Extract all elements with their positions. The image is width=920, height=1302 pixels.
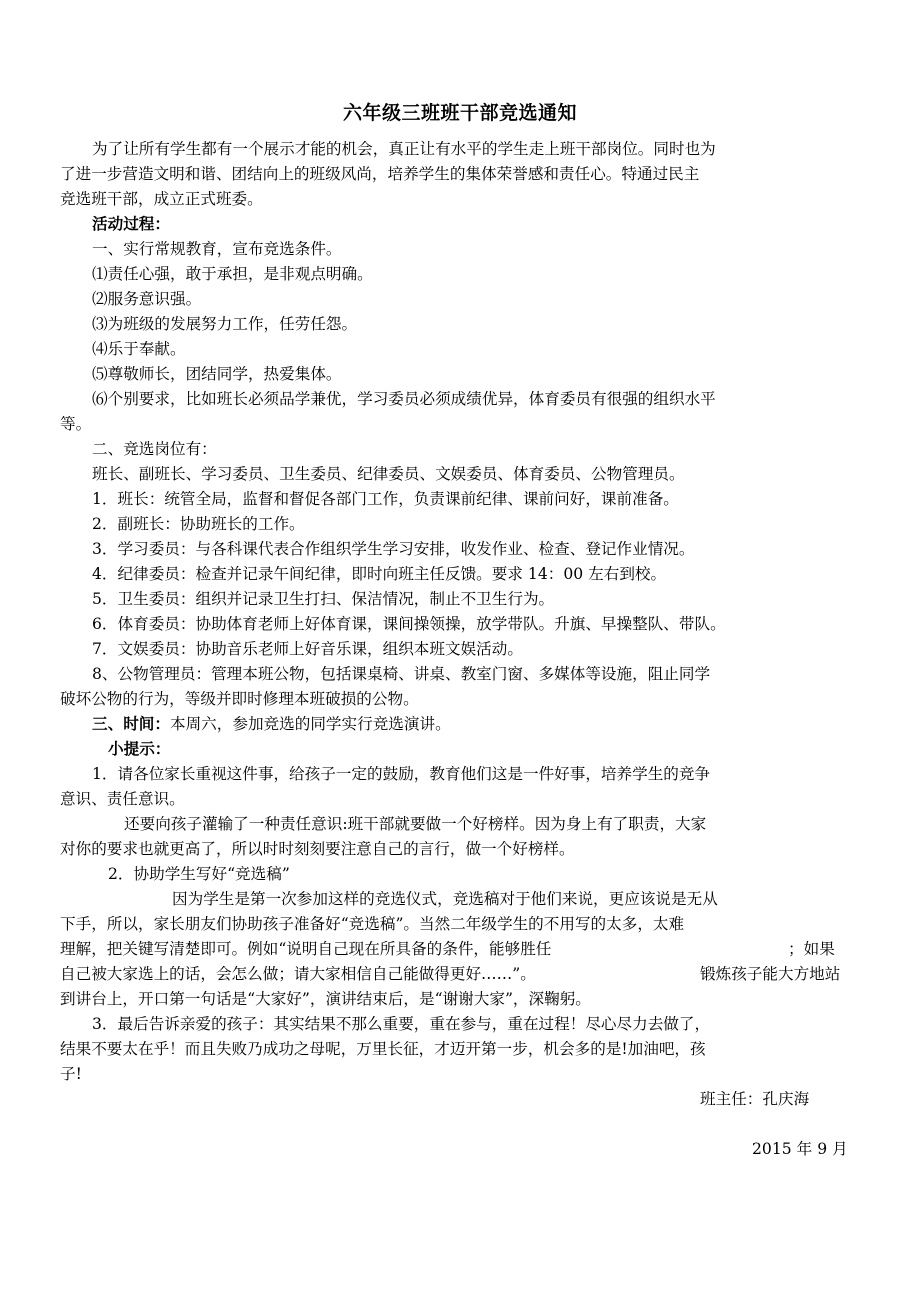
- tip-line: 还要向孩子灌输了一种责任意识:班干部就要做一个好榜样。因为身上有了职责，大家: [124, 815, 707, 833]
- section3-text: 本周六，参加竞选的同学实行竞选演讲。: [169, 715, 451, 733]
- tip-line: 子!: [60, 1065, 82, 1083]
- tip-line: 意识、责任意识。: [60, 790, 185, 808]
- position-item: 6．体育委员：协助体育老师上好体育课，课间操领操，放学带队。升旗、早操整队、带队。: [92, 615, 726, 633]
- tip-line: 下手，所以，家长朋友们协助孩子准备好“竞选稿”。当然二年级学生的不用写的太多，太难: [60, 915, 685, 933]
- tip-line: 2．协助学生写好“竞选稿”: [108, 865, 290, 883]
- date: 2015 年 9 月: [752, 1140, 848, 1158]
- tip-line: 理解，把关键写清楚即可。例如“说明自己现在所具备的条件，能够胜任: [60, 940, 552, 958]
- intro-line: 竞选班干部，成立正式班委。: [60, 190, 263, 208]
- tips-heading: 小提示：: [108, 739, 171, 758]
- tip-line: 到讲台上，开口第一句话是“大家好”，演讲结束后，是“谢谢大家”，深鞠躬。: [60, 990, 591, 1008]
- condition-item: ⑷乐于奉献。: [92, 340, 186, 358]
- condition-item: 等。: [60, 415, 92, 433]
- intro-line: 为了让所有学生都有一个展示才能的机会，真正让有水平的学生走上班干部岗位。同时也为: [92, 140, 716, 158]
- position-item: 8、公物管理员：管理本班公物，包括课桌椅、讲桌、教室门窗、多媒体等设施，阻止同学: [92, 665, 711, 683]
- tip-line: 因为学生是第一次参加这样的竞选仪式，竞选稿对于他们来说，更应该说是无从: [172, 890, 718, 908]
- position-item: 1．班长：统管全局，监督和督促各部门工作，负责课前纪律、课前问好，课前准备。: [92, 490, 679, 508]
- condition-item: ⑶为班级的发展努力工作，任劳任怨。: [92, 315, 358, 333]
- section3-heading: 三、时间：: [92, 714, 170, 733]
- condition-item: ⑸尊敬师长，团结同学，热爱集体。: [92, 365, 342, 383]
- positions-list: 班长、副班长、学习委员、卫生委员、纪律委员、文娱委员、体育委员、公物管理员。: [92, 465, 685, 483]
- position-item: 2．副班长：协助班长的工作。: [92, 515, 305, 533]
- tip-line: 3．最后告诉亲爱的孩子：其实结果不那么重要，重在参与，重在过程！尽心尽力去做了，: [92, 1015, 711, 1033]
- section2-heading: 二、竞选岗位有：: [92, 440, 217, 458]
- process-heading: 活动过程：: [92, 214, 170, 233]
- condition-item: ⑵服务意识强。: [92, 290, 202, 308]
- position-item: 7．文娱委员：协助音乐老师上好音乐课，组织本班文娱活动。: [92, 640, 523, 658]
- intro-line: 了进一步营造文明和谐、团结向上的班级风尚，培养学生的集体荣誉感和责任心。特通过民主: [60, 165, 700, 183]
- tip-line: 自己被大家选上的话，会怎么做；请大家相信自己能做得更好……”。: [60, 965, 536, 983]
- section3-line: [92, 713, 451, 735]
- condition-item: ⑴责任心强，敢于承担，是非观点明确。: [92, 265, 373, 283]
- section1-heading: 一、实行常规教育，宣布竞选条件。: [92, 240, 342, 258]
- document-title: 六年级三班班干部竞选通知: [342, 102, 577, 124]
- tip-line: 1．请各位家长重视这件事，给孩子一定的鼓励，教育他们这是一件好事，培养学生的竞争: [92, 765, 711, 783]
- tip-line: 对你的要求也就更高了，所以时时刻刻要注意自己的言行，做一个好榜样。: [60, 840, 575, 858]
- position-item: 5．卫生委员：组织并记录卫生打扫、保洁情况，制止不卫生行为。: [92, 590, 555, 608]
- tip-line: ；如果: [788, 940, 835, 958]
- position-item: 破坏公物的行为，等级并即时修理本班破损的公物。: [60, 690, 419, 708]
- condition-item: ⑹个别要求，比如班长必须品学兼优，学习委员必须成绩优异，体育委员有很强的组织水平: [92, 390, 716, 408]
- signature: 班主任：孔庆海: [700, 1090, 810, 1108]
- tip-line: 结果不要太在乎！而且失败乃成功之母呢，万里长征，才迈开第一步，机会多的是!加油吧，孩: [60, 1040, 706, 1058]
- position-item: 3．学习委员：与各科课代表合作组织学生学习安排，收发作业、检查、登记作业情况。: [92, 540, 695, 558]
- tip-line: 锻炼孩子能大方地站: [700, 965, 841, 983]
- position-item: 4．纪律委员：检查并记录午间纪律，即时向班主任反馈。要求 14：00 左右到校。: [92, 565, 667, 583]
